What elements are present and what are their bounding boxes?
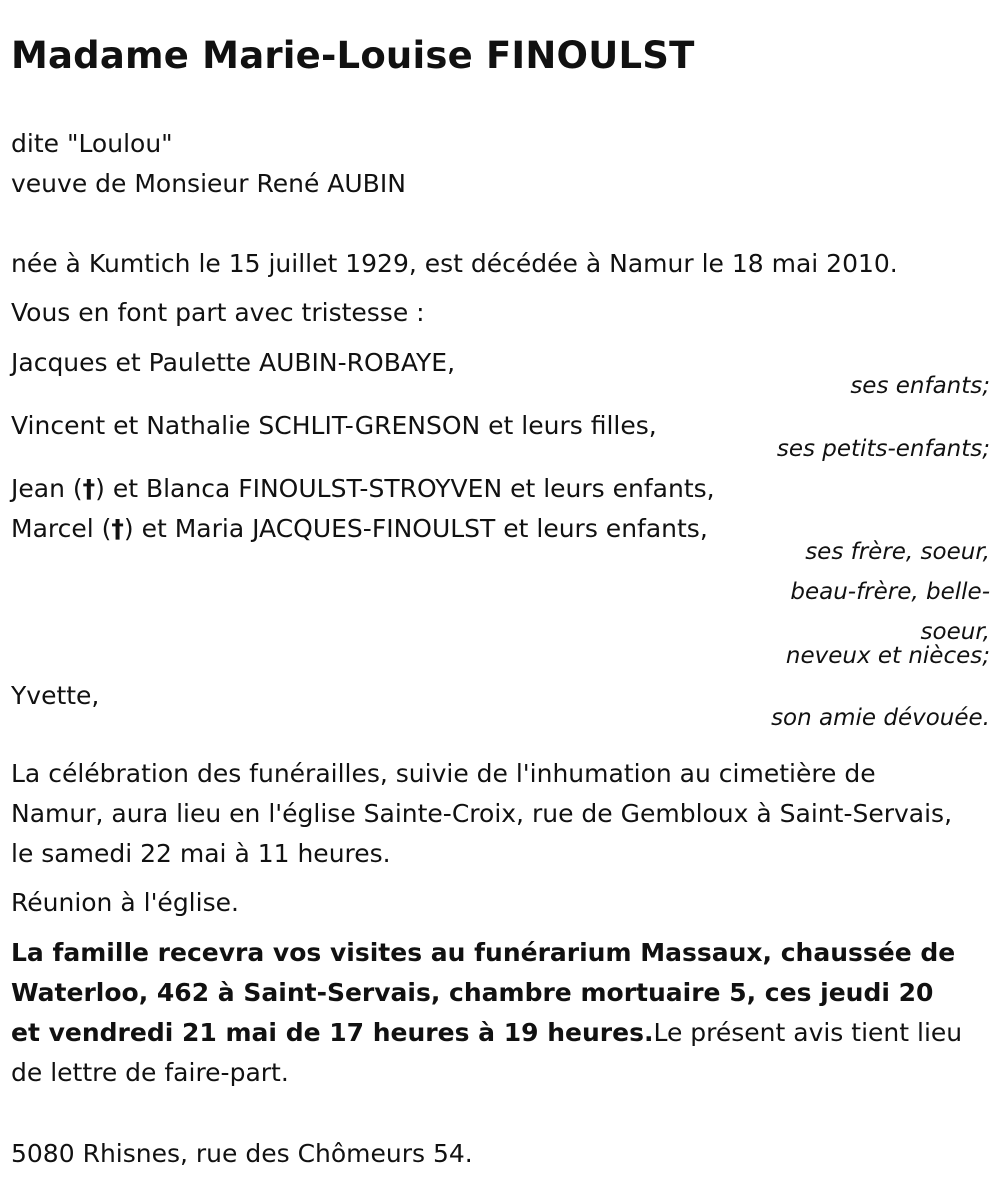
- sibling-2-names: [11, 513, 708, 545]
- siblings-relation-line-1: ses frère, soeur,: [805, 539, 990, 565]
- sibling-1-name-after: ) et Blanca FINOULST-STROYVEN et leurs enfants,: [95, 474, 715, 503]
- funeral-paragraph: La célébration des funérailles, suivie de l'inhumation au cimetière de Namur, aura lieu en l'église Sainte-Croix, rue de Gembloux à Saint-Servais, le samedi 22 mai à 11 heures.: [11, 759, 953, 868]
- children-relation: ses enfants;: [850, 373, 990, 399]
- notice-text: Le présent avis tient lieu de lettre de faire-part.: [11, 1018, 963, 1087]
- sibling-2-name-after: ) et Maria JACQUES-FINOULST et leurs enfants,: [123, 514, 708, 543]
- cross-icon: †: [111, 514, 124, 543]
- address-line: 5080 Rhisnes, rue des Chômeurs 54.: [11, 1139, 473, 1168]
- meeting-line: Réunion à l'église.: [11, 888, 239, 917]
- siblings-relation-line-3: neveux et nièces;: [785, 643, 990, 669]
- sibling-2-name-before: Marcel (: [11, 514, 112, 543]
- sibling-1-name-before: Jean (: [11, 474, 83, 503]
- siblings-relation: [760, 532, 990, 652]
- grandchildren-relation: ses petits-enfants;: [776, 436, 990, 462]
- cross-icon: †: [82, 474, 96, 503]
- visits-paragraph: [11, 933, 971, 1093]
- siblings-relation-line-2: beau-frère, belle-soeur,: [790, 579, 990, 645]
- page-title: Madame Marie-Louise FINOULST: [11, 34, 695, 77]
- widow-line: veuve de Monsieur René AUBIN: [11, 169, 406, 198]
- birth-death-line: née à Kumtich le 15 juillet 1929, est décédée à Namur le 18 mai 2010.: [11, 249, 898, 278]
- grandchildren-names: Vincent et Nathalie SCHLIT-GRENSON et leurs filles,: [11, 411, 657, 440]
- visits-bold-text: La famille recevra vos visites au funérarium Massaux, chaussée de Waterloo, 462 à Saint-Servais, chambre mortuaire 5, ces jeudi 20 et vendredi 21 mai de 17 heures à 19 heures.: [11, 938, 956, 1047]
- friend-relation: son amie dévouée.: [771, 705, 990, 731]
- sibling-1-names: [11, 473, 715, 505]
- friend-name: Yvette,: [11, 681, 100, 710]
- announce-line: Vous en font part avec tristesse :: [11, 298, 425, 327]
- nickname-line: dite "Loulou": [11, 129, 173, 158]
- children-names: Jacques et Paulette AUBIN-ROBAYE,: [11, 348, 456, 377]
